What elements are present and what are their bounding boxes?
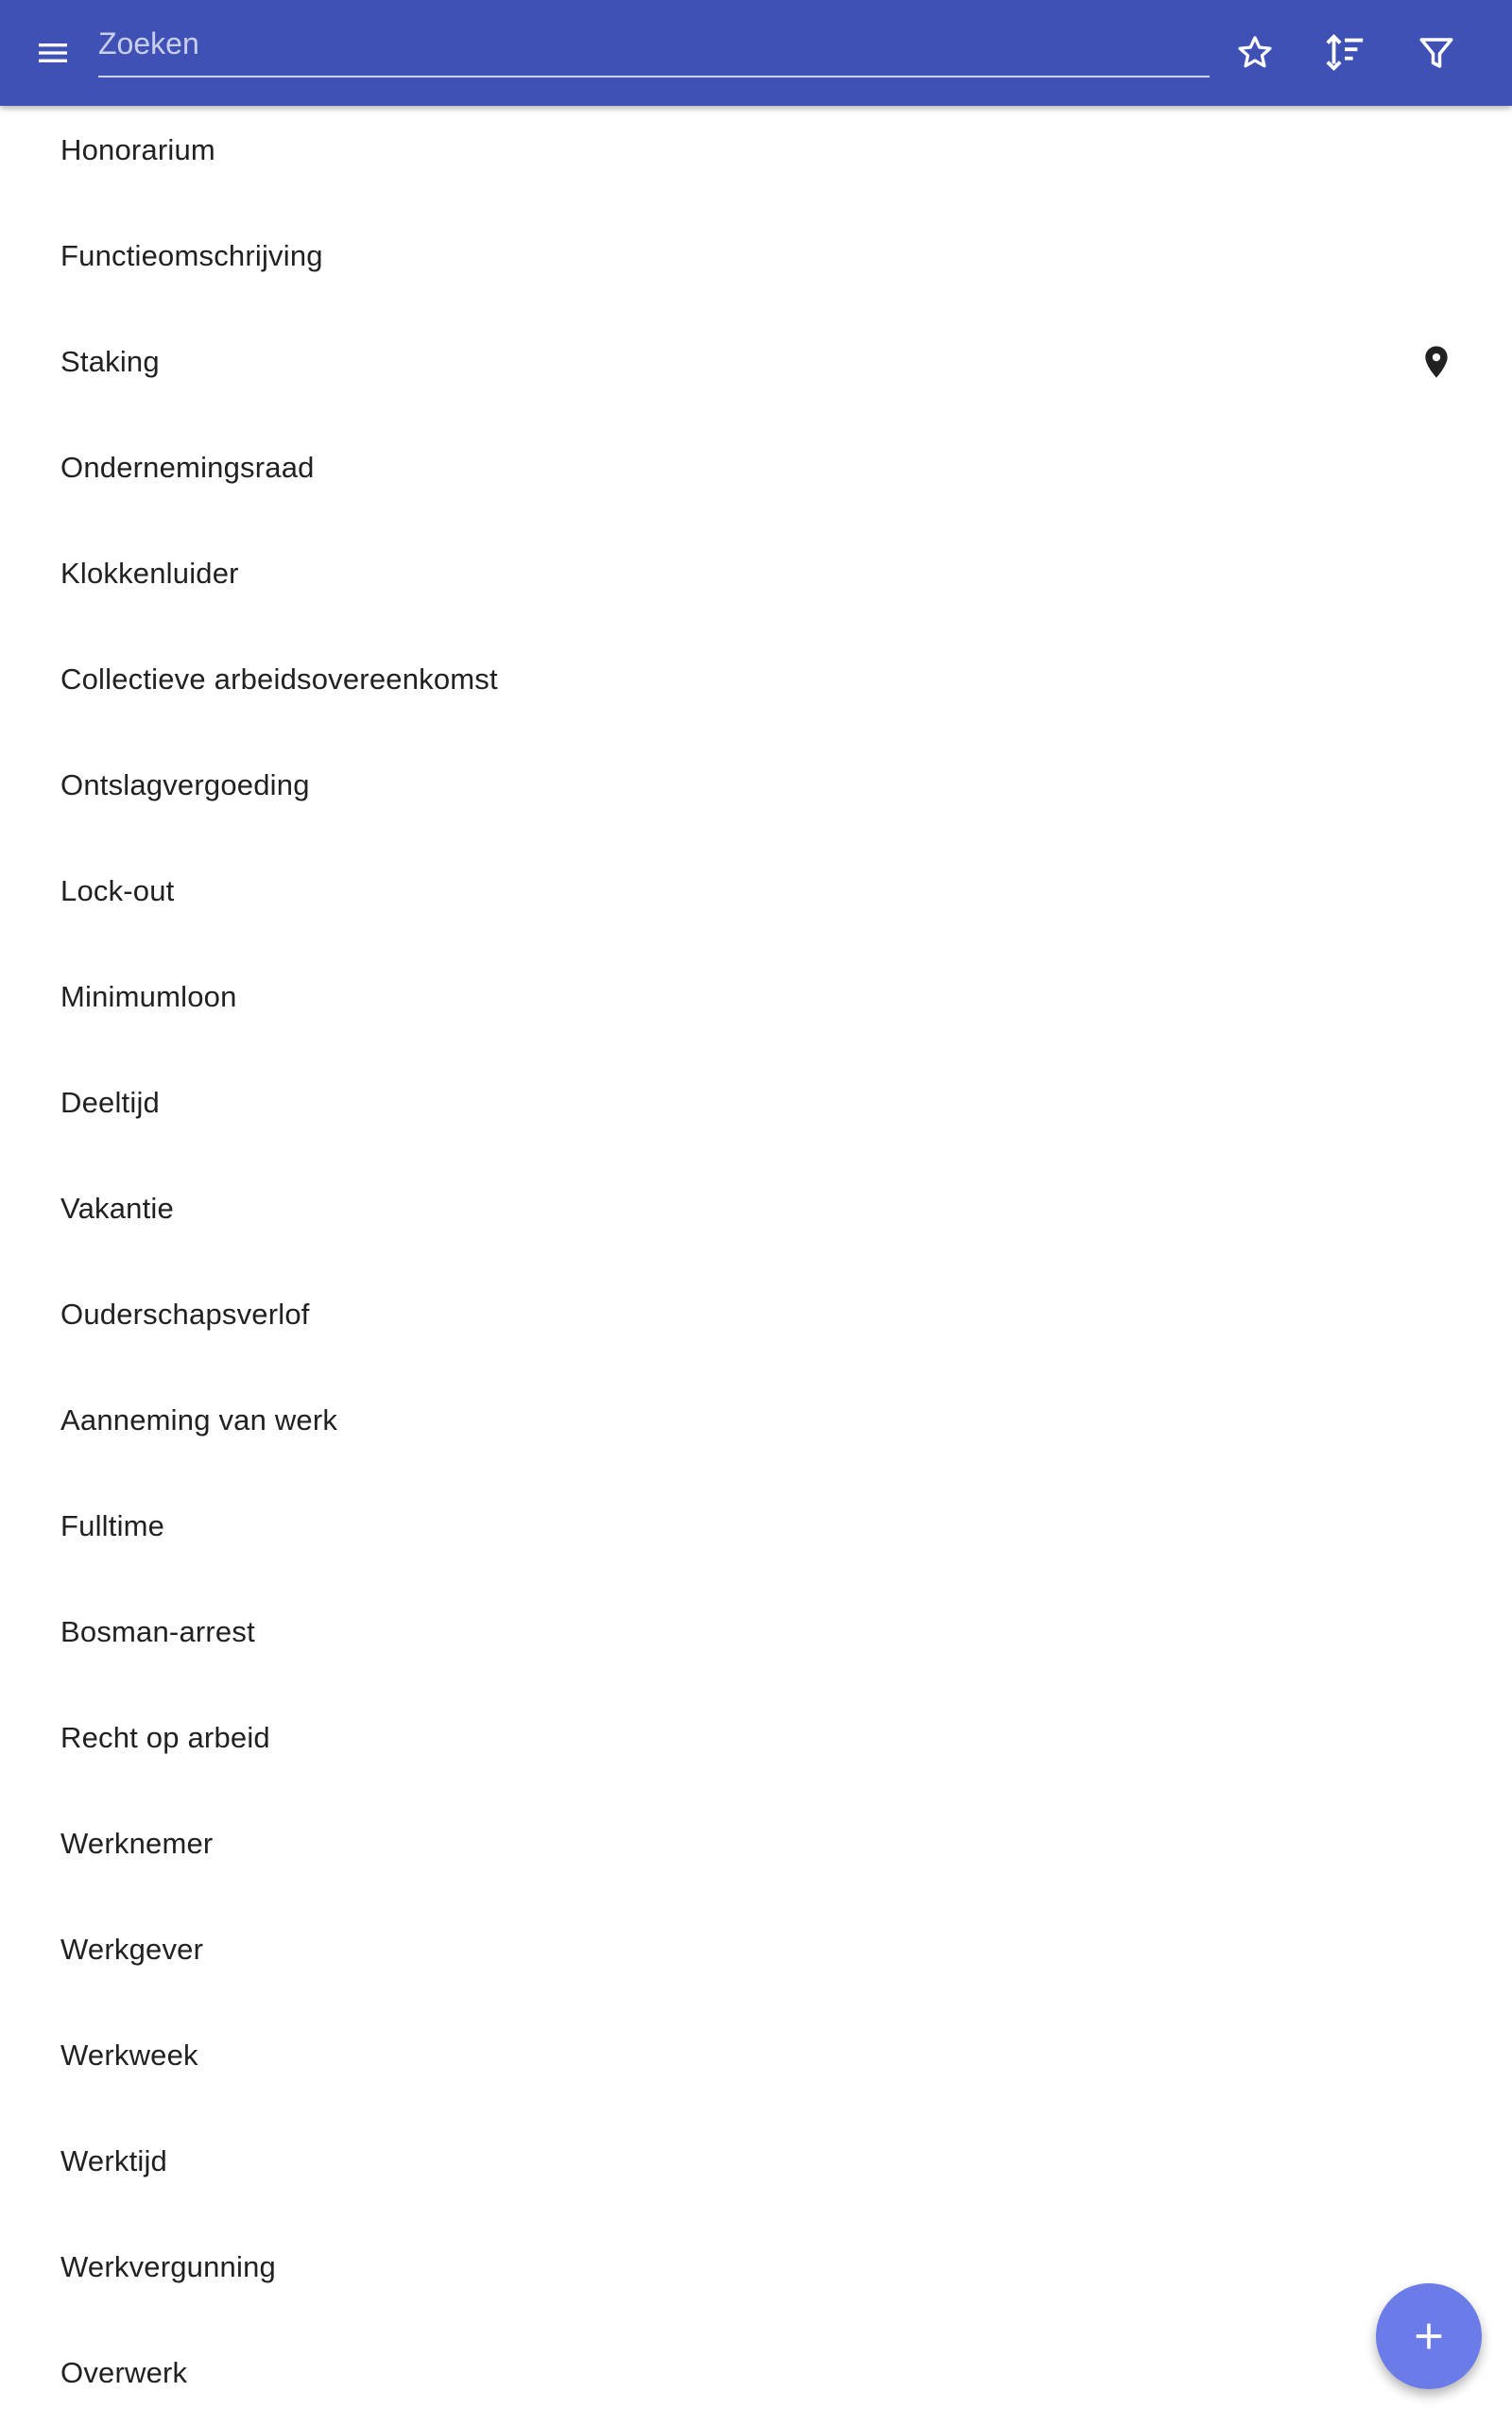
list-item-label: Werkweek	[60, 2039, 198, 2072]
list-item-label: Honorarium	[60, 133, 215, 166]
list-item-label: Minimumloon	[60, 980, 237, 1013]
list-item-label: Werkvergunning	[60, 2250, 276, 2283]
star-outline-icon	[1234, 32, 1276, 74]
list-item-label: Ontslagvergoeding	[60, 768, 310, 801]
list-item[interactable]	[0, 2320, 1512, 2426]
list-item-label: Functieomschrijving	[60, 239, 323, 272]
list-item[interactable]	[0, 97, 1512, 203]
list-item-label: Collectieve arbeidsovereenkomst	[60, 662, 498, 696]
menu-button[interactable]	[15, 15, 91, 91]
location-pin-icon[interactable]	[1418, 341, 1455, 383]
filter-icon	[1417, 33, 1456, 73]
list-item[interactable]	[0, 2214, 1512, 2320]
list-item[interactable]	[0, 1368, 1512, 1473]
list-item-label: Ondernemingsraad	[60, 451, 315, 484]
list-item-label: Bosman-arrest	[60, 1615, 255, 1648]
list-item[interactable]	[0, 1262, 1512, 1368]
list-item[interactable]	[0, 2003, 1512, 2108]
term-list	[0, 97, 1512, 2426]
list-item[interactable]	[0, 521, 1512, 627]
list-item-label: Lock-out	[60, 874, 175, 907]
list-item[interactable]	[0, 944, 1512, 1050]
list-item[interactable]	[0, 1473, 1512, 1579]
list-item[interactable]	[0, 838, 1512, 944]
list-item[interactable]	[0, 1050, 1512, 1156]
list-item[interactable]	[0, 309, 1512, 415]
list-item-label: Werktijd	[60, 2144, 167, 2177]
list-item[interactable]	[0, 415, 1512, 521]
favorites-button[interactable]	[1217, 15, 1293, 91]
list-item-label: Ouderschapsverlof	[60, 1298, 310, 1331]
plus-icon	[1410, 2317, 1448, 2355]
list-item-label: Werkgever	[60, 1933, 204, 1966]
sort-button[interactable]	[1307, 15, 1383, 91]
list-item-label: Staking	[60, 345, 160, 378]
list-item[interactable]	[0, 1791, 1512, 1897]
filter-button[interactable]	[1399, 15, 1474, 91]
list-item[interactable]	[0, 203, 1512, 309]
list-item[interactable]	[0, 627, 1512, 732]
list-item[interactable]	[0, 1685, 1512, 1791]
list-item[interactable]	[0, 1897, 1512, 2003]
list-item-label: Deeltijd	[60, 1086, 160, 1119]
list-item-label: Vakantie	[60, 1192, 174, 1225]
list-item-label: Aanneming van werk	[60, 1403, 338, 1437]
list-item-label: Werknemer	[60, 1827, 214, 1860]
list-item[interactable]	[0, 732, 1512, 838]
list-item[interactable]	[0, 2108, 1512, 2214]
search-input[interactable]	[98, 17, 1210, 70]
list-item-label: Overwerk	[60, 2356, 188, 2389]
search-field	[98, 17, 1210, 77]
list-item[interactable]	[0, 1156, 1512, 1262]
list-item-label: Fulltime	[60, 1509, 165, 1542]
sort-icon	[1323, 31, 1366, 75]
list-item-label: Klokkenluider	[60, 557, 239, 590]
app-toolbar	[0, 0, 1512, 106]
menu-icon	[34, 34, 72, 72]
list-item-label: Recht op arbeid	[60, 1721, 270, 1754]
add-button[interactable]	[1376, 2283, 1482, 2389]
list-item[interactable]	[0, 1579, 1512, 1685]
